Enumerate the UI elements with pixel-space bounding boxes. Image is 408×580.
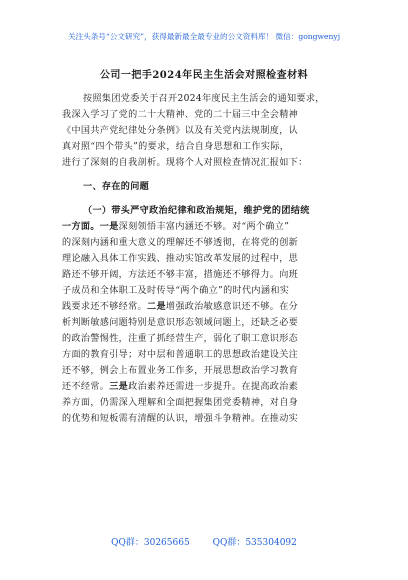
document-body [62,91,352,427]
paragraph-line: 理论融入具体工作实践、推动实馆改革发展的过程中，思 [62,254,299,264]
paragraph-line: 的优势和短板需有清醒的认识，增强斗争精神。在推动实 [62,414,299,424]
paragraph-line: 进行了深刻的自我剖析。现将个人对照检查情况汇报如下： [62,158,308,168]
point-text: 政治素养还需进一步提升。在提高政治素 [128,382,299,392]
footer-contacts [0,535,408,548]
point-label: 二是 [147,301,166,312]
paragraph-line: 方面的教育引导；对中层和普通职工的思想政治建设关注 [62,350,299,360]
paragraph-line [62,379,352,395]
paragraph-line: 真对照“四个带头”的要求，结合自身思想和工作实际， [62,142,290,152]
paragraph-line: 按照集团党委关于召开2024年度民主生活会的通知要求， [83,94,325,104]
qq-group-1: QQ群：30265665 [111,538,190,548]
point-text: 还不经常。 [62,382,110,392]
paragraph-line: 还不够，例会上布置业务工作多，开展思想政治学习教育 [62,366,299,376]
paragraph-line [62,299,352,315]
paragraph-line: 的深刻内涵和重大意义的理解还不够透彻，在将党的创新 [62,238,299,248]
point-label: 三是 [109,381,129,392]
document-title: 公司一把手2024年民主生活会对照检查材料 [99,70,309,81]
point-label: 一是 [99,221,119,232]
point-text: 深刻领悟丰富内涵还不够。对“两个确立” [118,222,290,232]
point-text: 践要求还不够经常。 [62,302,147,312]
paragraph-line: 析判断敏感问题特别是意识形态领域问题上，还缺乏必要 [62,318,299,328]
paragraph-line: 《中国共产党纪律处分条例》以及有关党内法规制度，认 [62,126,299,136]
section-heading: 一、存在的问题 [83,181,150,192]
subsection-heading: （一）带头严守政治纪律和政治规矩，维护党的团结统 [83,205,310,216]
paragraph-line: 的政治警惕性，注重了抓经营生产，弱化了职工意识形态 [62,334,299,344]
qq-group-2: QQ群：535304092 [212,538,297,548]
subsection-heading-end: 一方面。 [62,221,100,232]
point-text: 增强政治敏感意识还不够。在分 [165,302,299,312]
paragraph-line: 子成员和全体职工及时传导“两个确立”的时代内涵和实 [62,286,290,296]
paragraph-line: 路还不够开阔，方法还不够丰富，措施还不够得力。向班 [62,270,299,280]
promo-banner: 关注头条号“公文研究”，获得最新最全最专业的公文资料库！ 微信：gongwenyj [67,32,341,41]
paragraph-line [62,219,352,235]
paragraph-line: 养方面，仍需深入理解和全面把握集团党委精神，对自身 [62,398,299,408]
paragraph-line: 我深入学习了党的二十大精神、党的二十届三中全会精神 [62,110,299,120]
